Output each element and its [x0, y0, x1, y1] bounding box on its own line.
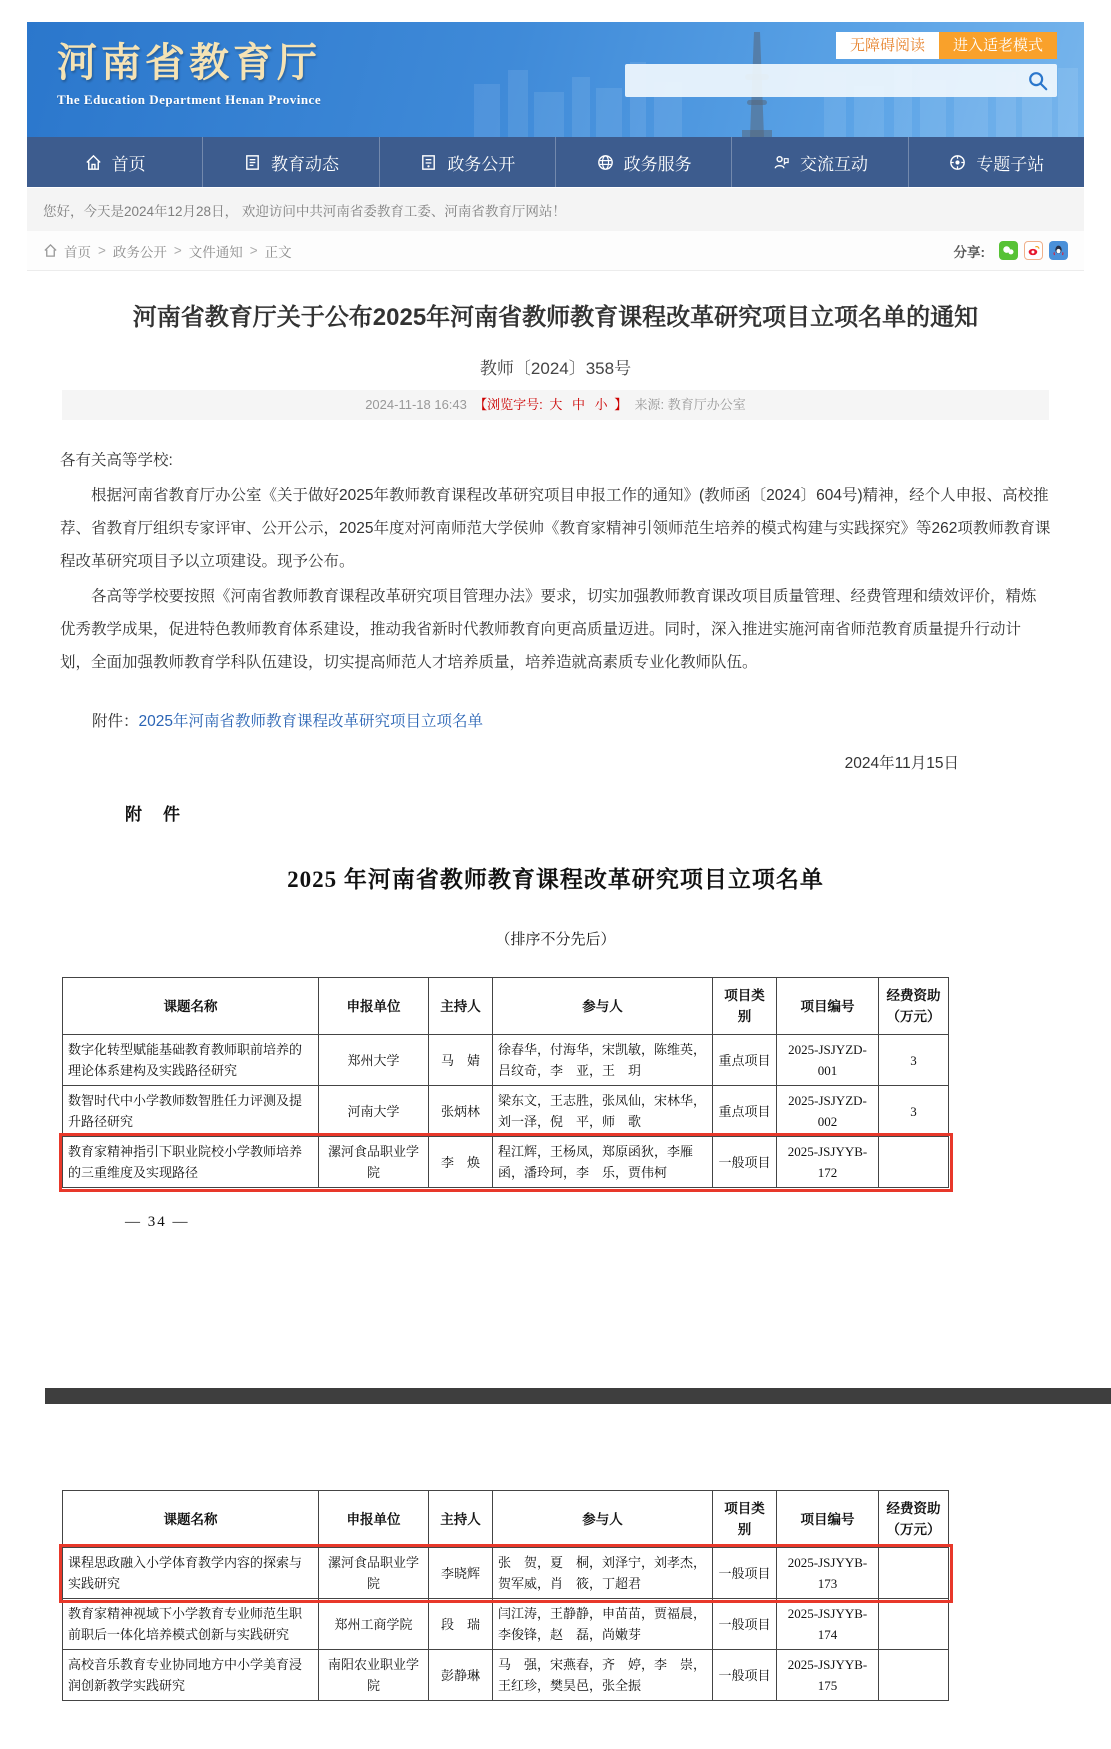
- annex-document: [27, 790, 1084, 1231]
- table-cell: 徐春华，付海华，宋凯敏，陈维英，吕纹奇，李 亚，王 玥: [493, 1035, 713, 1086]
- project-table-2: [62, 1490, 949, 1701]
- salutation: 各有关高等学校:: [60, 452, 173, 469]
- table-cell: 一般项目: [713, 1137, 777, 1188]
- table-cell: 南阳农业职业学院: [319, 1650, 429, 1701]
- table-cell: 张炳林: [429, 1086, 493, 1137]
- nav-label: 专题子站: [976, 154, 1045, 174]
- interaction-icon: [772, 153, 791, 172]
- main-nav: [27, 137, 1084, 187]
- table-cell: [879, 1137, 949, 1188]
- table-cell: 一般项目: [713, 1548, 777, 1599]
- table-cell: 3: [879, 1086, 949, 1137]
- annex-title: 2025 年河南省教师教育课程改革研究项目立项名单: [287, 867, 824, 892]
- document-number: 教师〔2024〕358号: [479, 359, 632, 378]
- breadcrumb-separator: >: [173, 243, 182, 258]
- font-size-label-close: 】: [614, 397, 628, 412]
- table-row: [63, 1035, 949, 1086]
- table-cell: 3: [879, 1035, 949, 1086]
- article-source: 来源: 教育厅办公室: [634, 397, 746, 412]
- article-meta-bar: [62, 390, 1049, 420]
- table-row: [63, 1599, 949, 1650]
- qq-share-icon[interactable]: [1049, 241, 1068, 260]
- nav-label: 政务服务: [623, 154, 692, 174]
- table-row: [63, 1650, 949, 1701]
- column-header: 课题名称: [63, 1491, 319, 1548]
- greeting-text: 您好，今天是2024年12月28日， 欢迎访问中共河南省委教育工委、河南省教育厅网站！: [43, 203, 566, 219]
- column-header: 参与人: [493, 1491, 713, 1548]
- breadcrumb-separator: >: [98, 243, 106, 258]
- column-header: 项目编号: [777, 978, 879, 1035]
- table-cell: 数智时代中小学教师数智胜任力评测及提升路径研究: [63, 1086, 319, 1137]
- paragraph: 各高等学校要按照《河南省教师教育课程改革研究项目管理办法》要求，切实加强教师教育课改项目质量管理、经费管理和绩效评价，精炼优秀教学成果，促进特色教师教育体系建设，推动我省新时代教师教育向更高质量迈进。同时，深入推进实施河南省师范教育质量提升行动计划，全面加强教师教育学科队伍建设，切实提高师范人才培养质量，培养造就高素质专业化教师队伍。: [60, 588, 1037, 671]
- font-size-large-button[interactable]: 大: [549, 397, 563, 412]
- site-banner: [27, 22, 1084, 137]
- table-cell: 2025-JSJYYB-172: [777, 1137, 879, 1188]
- table-header-row: [63, 978, 949, 1035]
- paragraph: 根据河南省教育厅办公室《关于做好2025年教师教育课程改革研究项目申报工作的通知》(教师函〔2024〕604号)精神，经个人申报、高校推荐、省教育厅组织专家评审、公开公示，2025年度对河南师范大学侯帅《教育家精神引领师范生培养的模式构建与实践探究》等262项教师教育课程改革研究项目予以立项建设。现予公布。: [60, 487, 1051, 570]
- subsites-icon: [948, 153, 967, 172]
- nav-item-services[interactable]: [555, 137, 731, 187]
- table-cell: 漯河食品职业学院: [319, 1548, 429, 1599]
- article-body: [60, 444, 1051, 679]
- site-logo-title: 河南省教育厅: [57, 40, 321, 85]
- nav-item-news[interactable]: [202, 137, 378, 187]
- font-size-medium-button[interactable]: 中: [572, 397, 586, 412]
- table-cell: 河南大学: [319, 1086, 429, 1137]
- column-header: 主持人: [429, 978, 493, 1035]
- column-header: 项目类别: [713, 1491, 777, 1548]
- share-label: 分享:: [953, 244, 985, 260]
- column-header: 项目类别: [713, 978, 777, 1035]
- sign-date: 2024年11月15日: [844, 755, 959, 772]
- table-row-highlighted: [63, 1137, 949, 1188]
- nav-item-disclosure[interactable]: [379, 137, 555, 187]
- column-header: 经费资助（万元）: [879, 1491, 949, 1548]
- column-header: 经费资助（万元）: [879, 978, 949, 1035]
- site-logo-subtitle: The Education Department Henan Province: [57, 92, 322, 107]
- table-cell: 漯河食品职业学院: [319, 1137, 429, 1188]
- nav-item-interaction[interactable]: [731, 137, 907, 187]
- document-page-separator: [45, 1388, 1111, 1404]
- column-header: 参与人: [493, 978, 713, 1035]
- weibo-share-icon[interactable]: [1024, 241, 1043, 260]
- table-cell: 教育家精神视域下小学教育专业师范生职前职后一体化培养模式创新与实践研究: [63, 1599, 319, 1650]
- column-header: 项目编号: [777, 1491, 879, 1548]
- accessibility-button[interactable]: 无障碍阅读: [836, 32, 939, 59]
- table-header-row: [63, 1491, 949, 1548]
- breadcrumb-disclosure[interactable]: 政务公开: [112, 244, 167, 260]
- attachment-line: [27, 709, 1084, 731]
- nav-item-home[interactable]: [27, 137, 202, 187]
- table-cell: 张 贺，夏 桐，刘泽宁，刘孝杰，贺军威，肖 筱，丁超君: [493, 1548, 713, 1599]
- table-cell: 教育家精神指引下职业院校小学教师培养的三重维度及实现路径: [63, 1137, 319, 1188]
- nav-label: 教育动态: [270, 154, 339, 174]
- table-row-highlighted: [63, 1548, 949, 1599]
- breadcrumb-home[interactable]: 首页: [64, 244, 91, 260]
- elder-mode-button[interactable]: 进入适老模式: [939, 32, 1057, 59]
- table-cell: 2025-JSJYYB-175: [777, 1650, 879, 1701]
- table-cell: 马 强，宋燕春，齐 婷，李 崇，王红珍，樊昊邑，张全振: [493, 1650, 713, 1701]
- page-number: — 34 —: [125, 1214, 190, 1230]
- nav-label: 政务公开: [447, 154, 516, 174]
- search-bar[interactable]: [625, 64, 1057, 97]
- table-cell: 李 焕: [429, 1137, 493, 1188]
- attachment-link[interactable]: 2025年河南省教师教育课程改革研究项目立项名单: [138, 713, 483, 730]
- search-input[interactable]: [625, 64, 1027, 97]
- table-cell: 段 瑞: [429, 1599, 493, 1650]
- table-cell: 一般项目: [713, 1650, 777, 1701]
- table-cell: 2025-JSJYZD-001: [777, 1035, 879, 1086]
- table-cell: 郑州工商学院: [319, 1599, 429, 1650]
- publish-datetime: 2024-11-18 16:43: [365, 397, 467, 412]
- column-header: 主持人: [429, 1491, 493, 1548]
- project-table-1: [62, 977, 949, 1188]
- column-header: 申报单位: [319, 978, 429, 1035]
- table-cell: 2025-JSJYYB-174: [777, 1599, 879, 1650]
- table-row: [63, 1086, 949, 1137]
- table-cell: 梁东文，王志胜，张凤仙，宋林华，刘一泽，倪 平，师 歌: [493, 1086, 713, 1137]
- table-cell: 数字化转型赋能基础教育教师职前培养的理论体系建构及实践路径研究: [63, 1035, 319, 1086]
- search-icon[interactable]: [1027, 70, 1049, 92]
- news-icon: [243, 153, 262, 172]
- home-icon: [84, 153, 103, 172]
- table-cell: 马 婧: [429, 1035, 493, 1086]
- annex-label: 附 件: [125, 805, 182, 824]
- table-cell: 重点项目: [713, 1086, 777, 1137]
- nav-label: 首页: [111, 154, 146, 174]
- nav-label: 交流互动: [799, 154, 868, 174]
- table-cell: [879, 1548, 949, 1599]
- font-size-small-button[interactable]: 小: [594, 397, 608, 412]
- home-icon: [43, 243, 58, 258]
- greeting-bar: [27, 188, 1084, 231]
- table-cell: 2025-JSJYYB-173: [777, 1548, 879, 1599]
- table-cell: 高校音乐教育专业协同地方中小学美育浸润创新教学实践研究: [63, 1650, 319, 1701]
- nav-item-subsites[interactable]: [908, 137, 1084, 187]
- table-cell: 李晓辉: [429, 1548, 493, 1599]
- table-cell: 重点项目: [713, 1035, 777, 1086]
- table-cell: 闫江涛，王静静，申苗苗，贾福晨，李俊锋，赵 磊，尚嫩芽: [493, 1599, 713, 1650]
- table-cell: 郑州大学: [319, 1035, 429, 1086]
- font-size-label: 【浏览字号:: [474, 397, 543, 412]
- article: [27, 271, 1084, 773]
- site-logo: [57, 40, 321, 108]
- breadcrumb-notices[interactable]: 文件通知: [188, 244, 243, 260]
- wechat-share-icon[interactable]: [999, 241, 1018, 260]
- column-header: 申报单位: [319, 1491, 429, 1548]
- disclosure-icon: [419, 153, 438, 172]
- table-cell: 程江辉，王杨凤，郑原函狄，李雁函，潘玲珂，李 乐，贾伟柯: [493, 1137, 713, 1188]
- services-icon: [596, 153, 615, 172]
- table-cell: 课程思政融入小学体育教学内容的探索与实践研究: [63, 1548, 319, 1599]
- column-header: 课题名称: [63, 978, 319, 1035]
- breadcrumb-current: 正文: [264, 244, 292, 260]
- table-cell: 一般项目: [713, 1599, 777, 1650]
- breadcrumb: [27, 231, 1084, 271]
- table-cell: 2025-JSJYZD-002: [777, 1086, 879, 1137]
- table-cell: [879, 1650, 949, 1701]
- table-cell: [879, 1599, 949, 1650]
- article-title: 河南省教育厅关于公布2025年河南省教师教育课程改革研究项目立项名单的通知: [132, 304, 979, 331]
- annex-document-page-2: [27, 1462, 1084, 1701]
- attachment-label: 附件：: [92, 713, 139, 730]
- annex-subtitle: （排序不分先后）: [495, 932, 616, 948]
- breadcrumb-separator: >: [249, 243, 258, 258]
- table-cell: 彭静琳: [429, 1650, 493, 1701]
